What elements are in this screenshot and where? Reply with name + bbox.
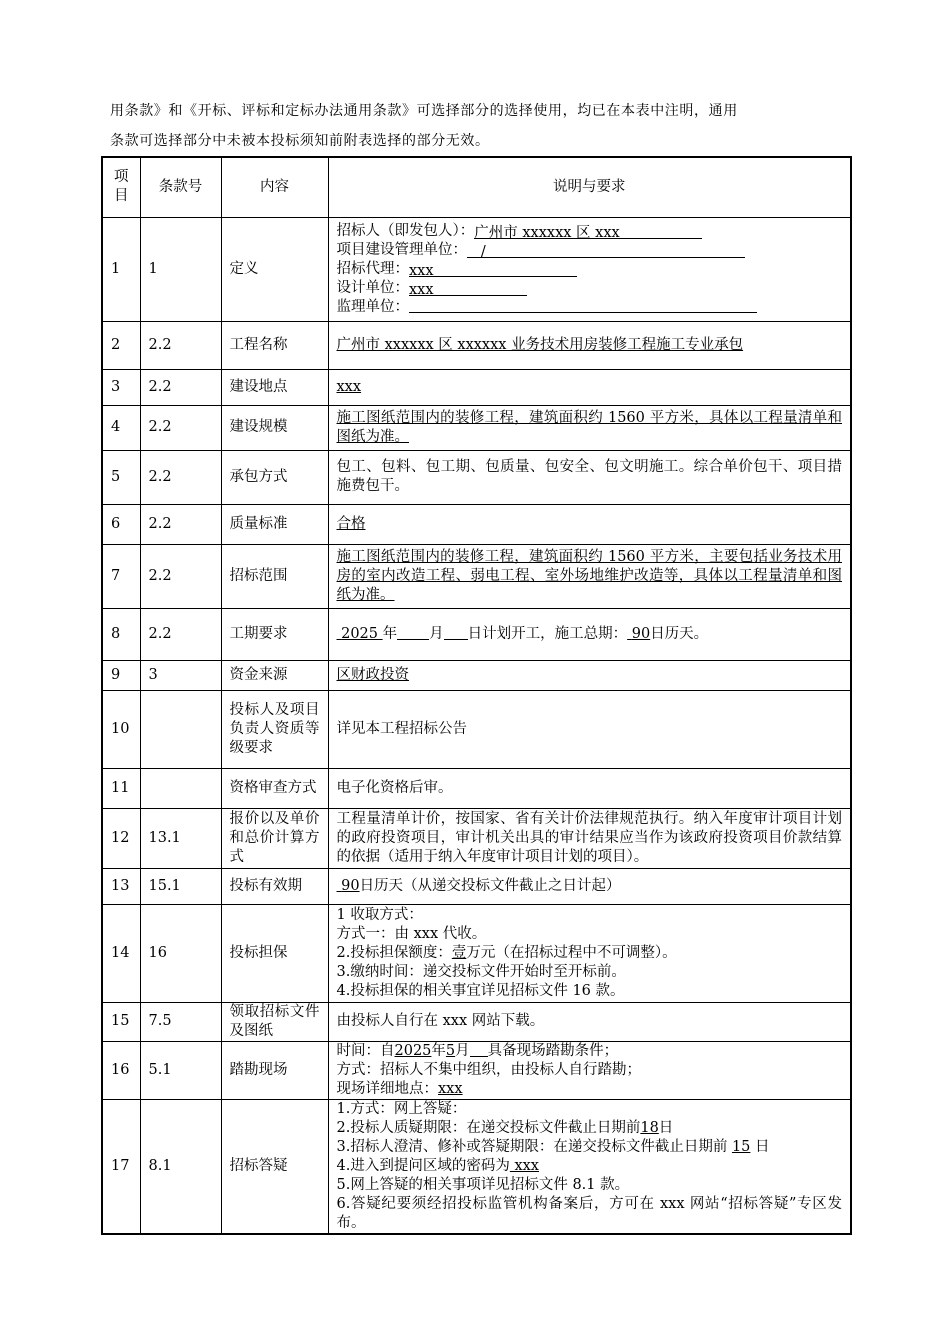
header-content: 内容 xyxy=(221,157,328,217)
row-description xyxy=(328,904,851,1002)
row-number: 17 xyxy=(102,1099,140,1234)
row-content: 踏勘现场 xyxy=(221,1041,328,1099)
bid-notice-table xyxy=(101,156,852,1235)
row-clause: 7.5 xyxy=(140,1002,221,1041)
row-number: 5 xyxy=(102,450,140,504)
row-clause: 2.2 xyxy=(140,504,221,544)
row-clause: 16 xyxy=(140,904,221,1002)
qa-line-6: 6.答疑纪要须经招投标监管机构备案后，方可在 xxx 网站“招标答疑”专区发布。 xyxy=(336,1195,842,1231)
site-visit-time: 时间：自2025年5月 具备现场踏勘条件； xyxy=(336,1042,619,1059)
row-clause xyxy=(140,690,221,768)
qa-line-3: 3.招标人澄清、修补或答疑期限：在递交投标文件截止日期前 15 日 xyxy=(336,1138,770,1155)
header-description: 说明与要求 xyxy=(328,157,851,217)
table-row xyxy=(102,608,851,660)
definition-agent: 招标代理：xxx xyxy=(337,260,843,279)
row-clause: 15.1 xyxy=(140,868,221,904)
row-content: 建设规模 xyxy=(221,405,328,450)
row-clause: 2.2 xyxy=(140,405,221,450)
row-number: 2 xyxy=(102,321,140,369)
row-content: 资金来源 xyxy=(221,660,328,690)
row-description: 包工、包料、包工期、包质量、包安全、包文明施工。综合单价包干、项目措施费包干。 xyxy=(328,450,851,504)
row-description xyxy=(328,1041,851,1099)
definition-tenderer: 招标人（即发包人）：广州市 xxxxxx 区 xxx xyxy=(337,222,843,241)
row-content: 承包方式 xyxy=(221,450,328,504)
definition-management-unit: 项目建设管理单位： / xyxy=(337,241,843,260)
row-clause: 1 xyxy=(140,217,221,321)
row-clause: 2.2 xyxy=(140,369,221,405)
row-number: 10 xyxy=(102,690,140,768)
row-content: 资格审查方式 xyxy=(221,768,328,808)
row-description: 90日历天（从递交投标文件截止之日计起） xyxy=(328,868,851,904)
row-number: 9 xyxy=(102,660,140,690)
row-clause xyxy=(140,768,221,808)
table-row xyxy=(102,504,851,544)
intro-line-2: 条款可选择部分中未被本投标须知前附表选择的部分无效。 xyxy=(110,133,490,149)
table-row xyxy=(102,1099,851,1234)
intro-line-1: 用条款》和《开标、评标和定标办法通用条款》可选择部分的选择使用，均已在本表中注明，通用 xyxy=(110,103,738,119)
row-number: 16 xyxy=(102,1041,140,1099)
row-number: 3 xyxy=(102,369,140,405)
row-description: xxx xyxy=(328,369,851,405)
row-clause: 5.1 xyxy=(140,1041,221,1099)
row-clause: 2.2 xyxy=(140,450,221,504)
row-number: 12 xyxy=(102,808,140,868)
definition-design-unit: 设计单位：xxx xyxy=(337,279,843,298)
row-content: 工期要求 xyxy=(221,608,328,660)
row-clause: 2.2 xyxy=(140,608,221,660)
row-content: 投标有效期 xyxy=(221,868,328,904)
row-description: 由投标人自行在 xxx 网站下载。 xyxy=(328,1002,851,1041)
intro-paragraph xyxy=(110,96,850,156)
row-description: 详见本工程招标公告 xyxy=(328,690,851,768)
row-number: 1 xyxy=(102,217,140,321)
site-visit-place: 现场详细地点：xxx xyxy=(336,1080,463,1097)
guarantee-line-4: 4.投标担保的相关事宜详见招标文件 16 款。 xyxy=(336,982,625,999)
table-row xyxy=(102,1002,851,1041)
row-description: 合格 xyxy=(328,504,851,544)
row-clause: 2.2 xyxy=(140,321,221,369)
header-clause: 条款号 xyxy=(140,157,221,217)
row-content: 招标范围 xyxy=(221,544,328,608)
table-row xyxy=(102,1041,851,1099)
table-row xyxy=(102,405,851,450)
qa-line-5: 5.网上答疑的相关事项详见招标文件 8.1 款。 xyxy=(336,1176,630,1193)
row-description: 施工图纸范围内的装修工程，建筑面积约 1560 平方米，具体以工程量清单和图纸为准。 xyxy=(328,405,851,450)
row-clause: 13.1 xyxy=(140,808,221,868)
table-row xyxy=(102,369,851,405)
row-content: 报价以及单价和总价计算方式 xyxy=(221,808,328,868)
row-description: 区财政投资 xyxy=(328,660,851,690)
table-row xyxy=(102,768,851,808)
row-number: 14 xyxy=(102,904,140,1002)
row-content: 定义 xyxy=(221,217,328,321)
qa-line-2: 2.投标人质疑期限：在递交投标文件截止日期前18日 xyxy=(336,1119,674,1136)
row-number: 11 xyxy=(102,768,140,808)
row-clause: 3 xyxy=(140,660,221,690)
row-number: 7 xyxy=(102,544,140,608)
row-number: 6 xyxy=(102,504,140,544)
row-clause: 2.2 xyxy=(140,544,221,608)
table-row xyxy=(102,868,851,904)
row-content: 质量标准 xyxy=(221,504,328,544)
table-row xyxy=(102,690,851,768)
qa-line-4: 4.进入到提问区域的密码为 xxx xyxy=(336,1157,539,1174)
header-item-no: 项目 xyxy=(102,157,140,217)
guarantee-amount: 2.投标担保额度：壹万元（在招标过程中不可调整）。 xyxy=(336,944,677,961)
row-content: 工程名称 xyxy=(221,321,328,369)
row-number: 8 xyxy=(102,608,140,660)
table-row xyxy=(102,217,851,321)
table-row xyxy=(102,808,851,868)
row-description: 工程量清单计价，按国家、省有关计价法律规范执行。纳入年度审计项目计划的政府投资项目，审计机关出具的审计结果应当作为该政府投资项目价款结算的依据（适用于纳入年度审计项目计划的项目）。 xyxy=(328,808,851,868)
row-content: 投标担保 xyxy=(221,904,328,1002)
row-description: 电子化资格后审。 xyxy=(328,768,851,808)
row-content: 领取招标文件及图纸 xyxy=(221,1002,328,1041)
row-description: 广州市 xxxxxx 区 xxxxxx 业务技术用房装修工程施工专业承包 xyxy=(328,321,851,369)
table-header-row xyxy=(102,157,851,217)
guarantee-line-2: 方式一：由 xxx 代收。 xyxy=(336,925,487,942)
row-content: 投标人及项目负责人资质等级要求 xyxy=(221,690,328,768)
row-description xyxy=(328,608,851,660)
table-row xyxy=(102,660,851,690)
row-description: 施工图纸范围内的装修工程，建筑面积约 1560 平方米，主要包括业务技术用房的室内改造工程、弱电工程、室外场地维护改造等，具体以工程量清单和图纸为准。 xyxy=(328,544,851,608)
schedule-line: 2025 年 月 日计划开工，施工总期： 90日历天。 xyxy=(341,625,709,642)
row-description xyxy=(328,1099,851,1234)
row-clause: 8.1 xyxy=(140,1099,221,1234)
definition-supervision-unit: 监理单位： xyxy=(337,298,843,317)
row-number: 13 xyxy=(102,868,140,904)
row-number: 15 xyxy=(102,1002,140,1041)
guarantee-line-1: 1 收取方式： xyxy=(336,906,423,923)
table-row xyxy=(102,904,851,1002)
row-content: 建设地点 xyxy=(221,369,328,405)
table-row xyxy=(102,544,851,608)
row-description xyxy=(328,217,851,321)
site-visit-method: 方式：招标人不集中组织，由投标人自行踏勘； xyxy=(336,1061,641,1078)
qa-line-1: 1.方式：网上答疑： xyxy=(336,1100,467,1117)
table-row xyxy=(102,450,851,504)
row-number: 4 xyxy=(102,405,140,450)
guarantee-line-3: 3.缴纳时间：递交投标文件开始时至开标前。 xyxy=(336,963,626,980)
row-content: 招标答疑 xyxy=(221,1099,328,1234)
table-row xyxy=(102,321,851,369)
